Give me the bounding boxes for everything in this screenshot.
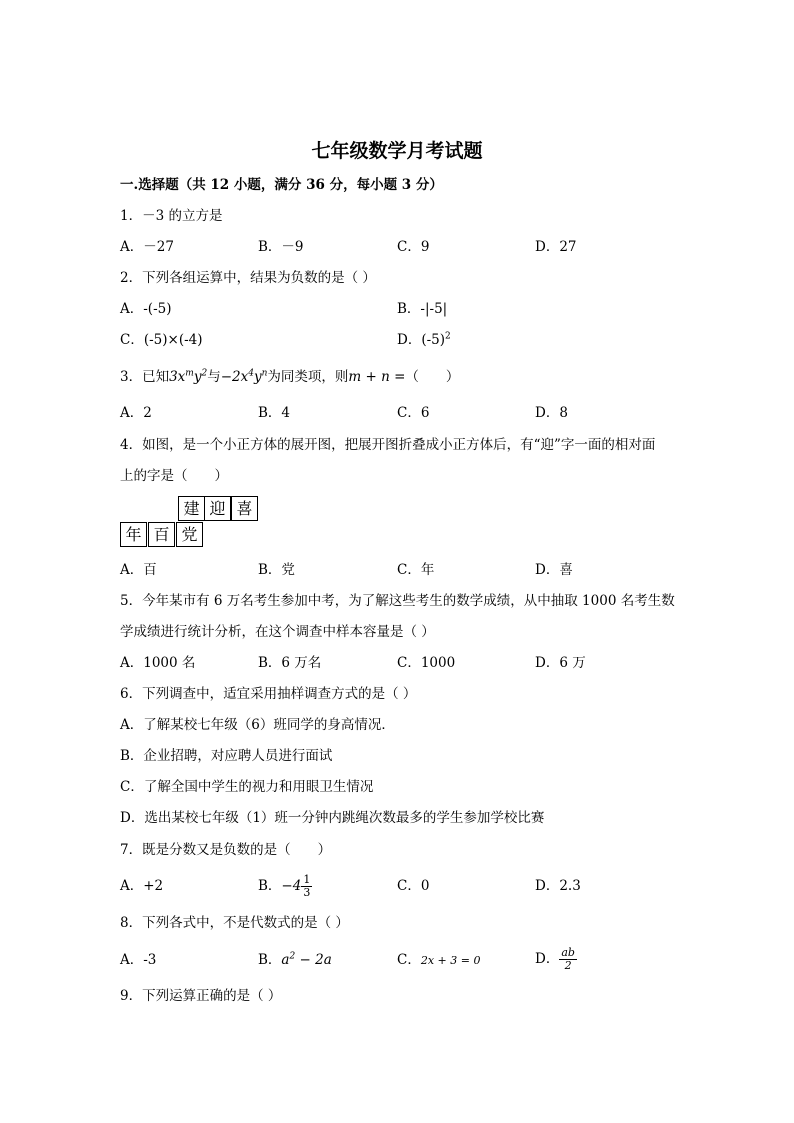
q7-option-c: C．0 — [397, 878, 430, 894]
q3-option-c: C．6 — [397, 405, 430, 421]
q6-option-d: D．选出某校七年级（1）班一分钟内跳绳次数最多的学生参加学校比赛 — [120, 810, 545, 826]
question-2-stem: 2．下列各组运算中，结果为负数的是（ ） — [120, 270, 376, 286]
question-9-stem: 9．下列运算正确的是（ ） — [120, 988, 282, 1004]
net-cell: 建 — [178, 496, 205, 521]
q3-option-b: B．4 — [258, 405, 291, 421]
net-cell: 百 — [148, 522, 175, 547]
q6-option-c: C．了解全国中学生的视力和用眼卫生情况 — [120, 779, 374, 795]
q5-option-a: A．1000 名 — [120, 655, 196, 671]
q4-option-b: B．党 — [258, 562, 295, 578]
q7-option-b: B．−4 $\frac{1}{3}$ — [258, 873, 311, 899]
question-8-stem: 8．下列各式中，不是代数式的是（ ） — [120, 915, 349, 931]
question-5-stem-line1: 5．今年某市有 6 万名考生参加中考，为了解这些考生的数学成绩，从中抽取 1000 名考生数 — [120, 593, 675, 609]
q2-option-d: D．$(-5)^2$ — [397, 331, 451, 348]
q4-option-c: C．年 — [397, 562, 435, 578]
q3-option-d: D．8 — [535, 405, 568, 421]
question-3-stem: 3．已知$3x^my^2$与$-2x^4y^n$为同类项，则m + n =（ ） — [120, 368, 460, 385]
page-title: 七年级数学月考试题 — [311, 140, 483, 162]
q8-option-c: C．2x + 3 = 0 — [397, 952, 481, 968]
q2-option-c: C．(-5)×(-4) — [120, 332, 203, 348]
q6-option-b: B．企业招聘，对应聘人员进行面试 — [120, 748, 333, 764]
q7-option-d: D．2.3 — [535, 878, 581, 894]
q2-option-a: A．-(-5) — [120, 301, 172, 317]
q1-option-c: C．9 — [397, 239, 430, 255]
q7-option-a: A．+2 — [120, 878, 164, 894]
question-4-stem-line2: 上的字是（ ） — [120, 468, 228, 484]
q8-option-b: B．$a^2 - 2a$ — [258, 951, 332, 968]
q3-option-a: A．2 — [120, 405, 152, 421]
q1-option-a: A．－27 — [120, 239, 174, 255]
net-cell: 喜 — [231, 496, 258, 521]
question-7-stem: 7．既是分数又是负数的是（ ） — [120, 842, 332, 858]
section-heading: 一.选择题（共 12 小题，满分 36 分，每小题 3 分） — [120, 177, 443, 193]
question-6-stem: 6．下列调查中，适宜采用抽样调查方式的是（ ） — [120, 686, 417, 702]
question-1-stem: 1．－3 的立方是 — [120, 208, 223, 224]
q5-option-c: C．1000 — [397, 655, 456, 671]
q2-option-b: B．-|-5| — [397, 301, 448, 317]
net-cell: 迎 — [204, 496, 231, 521]
q8-option-a: A．-3 — [120, 952, 157, 968]
q4-option-d: D．喜 — [535, 562, 573, 578]
q6-option-a: A．了解某校七年级（6）班同学的身高情况． — [120, 717, 395, 733]
q1-option-d: D．27 — [535, 239, 577, 255]
net-cell: 年 — [120, 522, 147, 547]
question-5-stem-line2: 学成绩进行统计分析，在这个调查中样本容量是（ ） — [120, 624, 435, 640]
q1-option-b: B．－9 — [258, 239, 304, 255]
q8-option-d: D． $\frac{ab}{2}$ — [535, 946, 575, 972]
q5-option-b: B．6 万名 — [258, 655, 322, 671]
question-4-stem-line1: 4．如图，是一个小正方体的展开图，把展开图折叠成小正方体后，有“迎”字一面的相对面 — [120, 437, 656, 453]
q5-option-d: D．6 万 — [535, 655, 586, 671]
q4-option-a: A．百 — [120, 562, 157, 578]
net-cell: 党 — [176, 522, 203, 547]
